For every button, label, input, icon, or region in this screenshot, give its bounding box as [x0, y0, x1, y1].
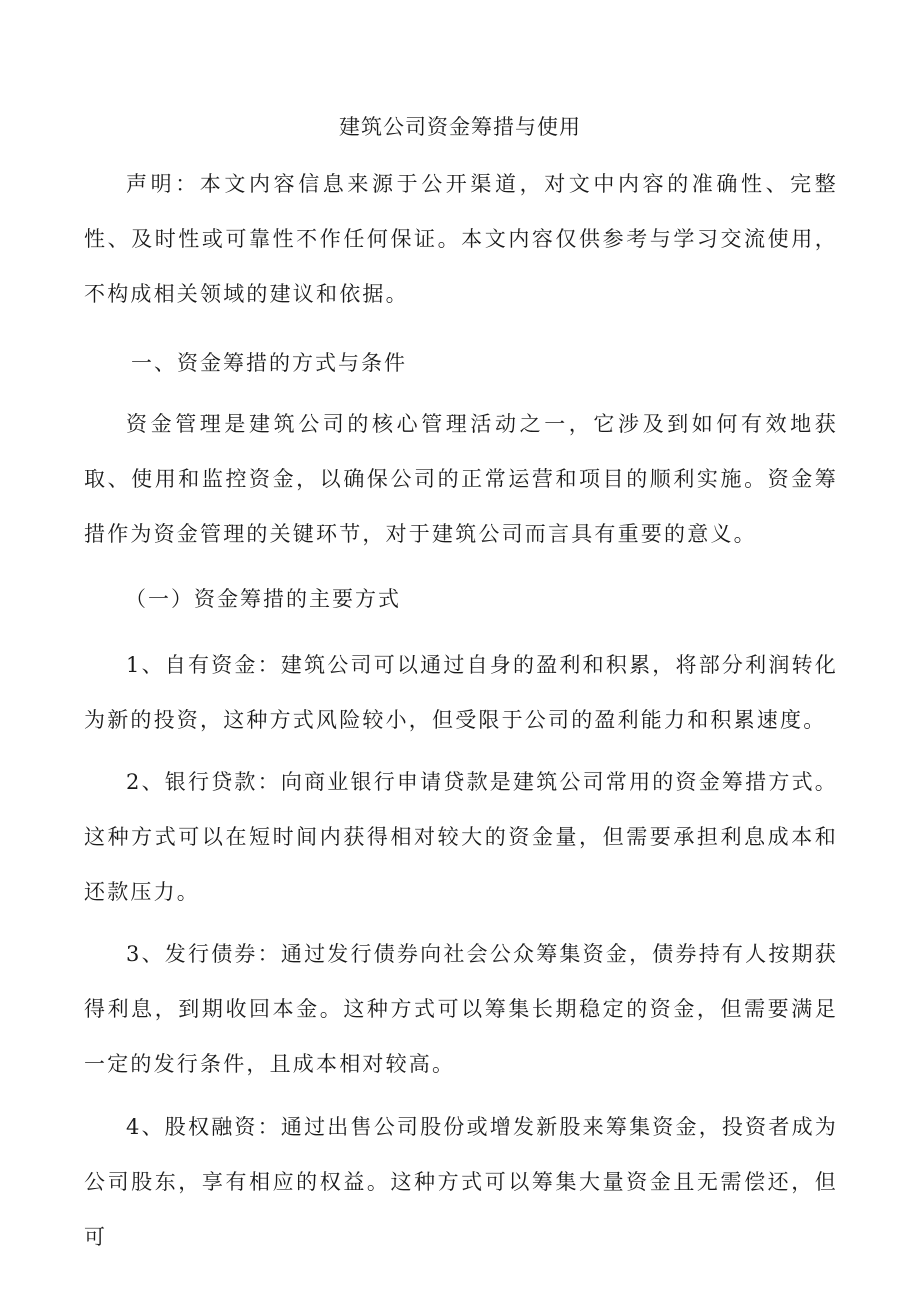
- section-heading: 一、资金筹措的方式与条件: [131, 351, 407, 375]
- list-item: 4、股权融资：通过出售公司股份或增发新股来筹集资金，投资者成为公司股东，享有相应的权益。这种方式可以筹集大量资金且无需偿还，但可: [84, 1115, 838, 1249]
- subsection-heading: （一）资金筹措的主要方式: [125, 587, 401, 611]
- list-item: 1、自有资金：建筑公司可以通过自身的盈利和积累，将部分利润转化为新的投资，这种方式风险较小，但受限于公司的盈利能力和积累速度。: [84, 653, 838, 732]
- document-title: 建筑公司资金筹措与使用: [339, 115, 581, 139]
- section-intro-paragraph: 资金管理是建筑公司的核心管理活动之一，它涉及到如何有效地获取、使用和监控资金，以确保公司的正常运营和项目的顺利实施。资金筹措作为资金管理的关键环节，对于建筑公司而言具有重要的意义。: [84, 412, 838, 546]
- disclaimer-paragraph: 声明：本文内容信息来源于公开渠道，对文中内容的准确性、完整性、及时性或可靠性不作任何保证。本文内容仅供参考与学习交流使用，不构成相关领域的建议和依据。: [84, 172, 838, 306]
- list-item: 3、发行债券：通过发行债券向社会公众筹集资金，债券持有人按期获得利息，到期收回本金。这种方式可以筹集长期稳定的资金，但需要满足一定的发行条件，且成本相对较高。: [84, 942, 838, 1076]
- list-item: 2、银行贷款：向商业银行申请贷款是建筑公司常用的资金筹措方式。这种方式可以在短时间内获得相对较大的资金量，但需要承担利息成本和还款压力。: [84, 770, 838, 904]
